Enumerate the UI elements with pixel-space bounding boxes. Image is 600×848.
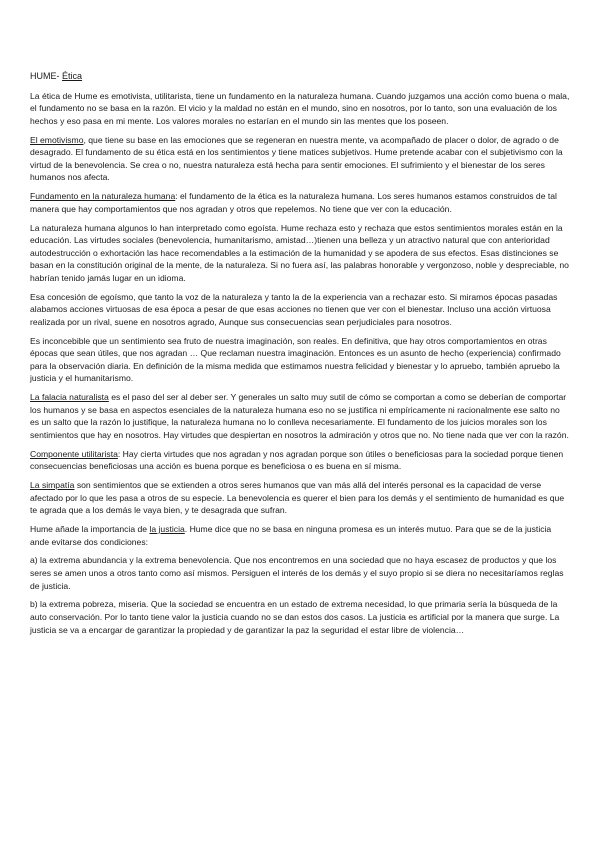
- paragraph-text: son sentimientos que se extienden a otros seres humanos que van más allá del interés personal es la capacidad de verse afectado por lo que les pasa a otros de su especie. La benevolencia es querer el bien para los demás y el sentimiento de humanidad es que te agrada que a los demás le vaya bien, y te desagrada que sufran.: [30, 480, 565, 516]
- title-prefix: HUME-: [30, 71, 62, 81]
- title-subject: Ética: [62, 71, 83, 81]
- term-falacia: La falacia naturalista: [30, 392, 109, 403]
- paragraph-text: b) la extrema pobreza, miseria. Que la sociedad se encuentra en un estado de extrema necesidad, lo que primaria sería la búsqueda de la auto conservación. Por lo tanto tiene valor la justicia cuando no se dan estos dos casos. La justicia es artificial por la manera que surge. La justicia se va a encargar de garantizar la propiedad y de garantizar la paz la seguridad el estar libre de violencia…: [30, 599, 560, 635]
- paragraph-text: La naturaleza humana algunos lo han interpretado como egoísta. Hume rechaza esto y rechaza que estos sentimientos morales están en la educación. Las virtudes sociales (benevolencia, humanitarismo, amistad…)tienen una belleza y un atractivo natural que con anterioridad autodestrucción o exhortación las hace recomendables a la estimación de la humanidad y se apodera de sus efectos. Esas distinciones se basan en la constitución original de la mente, de la naturaleza. Si no fuera así, las palabras honorable y vergonzoso, noble y despreciable, no habrían tenido jamás lugar en un idioma.: [30, 222, 569, 283]
- paragraph-intro: [30, 90, 570, 128]
- paragraph-simpatia: [30, 479, 570, 517]
- paragraph-fundamento: [30, 190, 570, 215]
- paragraph-justicia: [30, 523, 570, 548]
- paragraph-condicion-a: [30, 554, 570, 592]
- paragraph-text: La ética de Hume es emotivista, utilitarista, tiene un fundamento en la naturaleza humana. Cuando juzgamos una acción como buena o mala, el fundamento no se basa en la razón. El vicio y la maldad no están en el mundo, sino en nosotros, por lo tanto, son una evaluación de los hechos y eso pasa en mi mente. Los valores morales no estarían en el mundo sin las mentes que los poseen.: [30, 90, 570, 126]
- paragraph-text: Es inconcebible que un sentimiento sea fruto de nuestra imaginación, son reales. En definitiva, que hay otros comportamientos en otras épocas que sean útiles, que nos agradan … Que reclaman nuestra imaginación. Entonces es un asunto de hecho (experiencia) confirmado para la observación diaria. En definición de la misma medida que estimamos nuestra felicidad y bienestar y lo apruebo, también apruebo la justicia y el humanitarismo.: [30, 335, 561, 384]
- paragraph-condicion-b: [30, 598, 570, 636]
- paragraph-naturaleza-egoista: [30, 222, 570, 285]
- term-emotivismo: El emotivismo: [30, 134, 84, 145]
- paragraph-falacia: [30, 391, 570, 441]
- paragraph-text: : Hay cierta virtudes que nos agradan y nos agradan porque son útiles o beneficiosas para la sociedad porque tienen consecuencias beneficiosas una acción es buena porque es beneficiosa o es buena en sí misma.: [30, 448, 564, 472]
- paragraph-text: Esa concesión de egoísmo, que tanto la voz de la naturaleza y tanto la de la experiencia van a rechazar esto. Si miramos épocas pasadas alabamos acciones virtuosas de esa época a pesar de que esas acciones no tienen que ver con el bienestar. Incluso una acción virtuosa realizada por un rival, suene en nosotros agrado, Aunque sus consecuencias sean perjudiciales para nosotros.: [30, 291, 558, 327]
- paragraph-text: a) la extrema abundancia y la extrema benevolencia. Que nos encontremos en una sociedad que no haya escasez de productos y que los seres se amen unos a otros tanto como así mismos. Persiguen el interés de los demás y el suyo propio si se diera no necesitaríamos reglas de justicia.: [30, 555, 564, 591]
- paragraph-text: : el fundamento de la ética es la naturaleza humana. Los seres humanos estamos construidos de tal manera que hay comportamientos que nos agradan y otros que repelemos. No tiene que ver con la educación.: [30, 191, 557, 214]
- paragraph-sentimiento-real: [30, 335, 570, 385]
- term-fundamento: Fundamento en la naturaleza humana: [30, 191, 176, 202]
- term-justicia: la justicia: [149, 524, 185, 535]
- paragraph-utilitarista: [30, 448, 570, 473]
- term-utilitarista: Componente utilitarista: [30, 448, 118, 459]
- term-simpatia: La simpatía: [30, 480, 75, 491]
- paragraph-text-before: Hume añade la importancia de: [30, 524, 150, 535]
- paragraph-text: es el paso del ser al deber ser. Y generales un salto muy sutil de cómo se comportan a como se deberían de comportar los humanos y se basa en aspectos esenciales de la naturaleza humana eso no se justifica ni empíricamente ni racionalmente ese salto no es un salto que la razón lo justifique, la naturaleza humana no lo conlleva necesariamente. El fundamento de los juicios morales son los sentimientos que hay en nosotros. Hay virtudes que despiertan en nosotros la admiración y otros que no. No tiene nada que ver con la razón.: [30, 392, 569, 440]
- paragraph-egoismo: [30, 291, 570, 329]
- document-title: [30, 70, 570, 83]
- paragraph-emotivismo: [30, 134, 570, 184]
- paragraph-text: . Hume dice que no se basa en ninguna promesa es un interés mutuo. Para que se de la justicia ande evitarse dos condiciones:: [30, 524, 552, 547]
- paragraph-text: , que tiene su base en las emociones que se regeneran en nuestra mente, va acompañado de placer o dolor, de agrado o de desagrado. El fundamento de su ética está en los sentimientos y tiene matices subjetivos. Hume pretende acabar con el subjetivismo con la virtud de la benevolencia. Se crea o no, nuestra naturaleza está hecha para sentir emociones. El sufrimiento y el bienestar de los seres humanos nos afecta.: [30, 134, 563, 183]
